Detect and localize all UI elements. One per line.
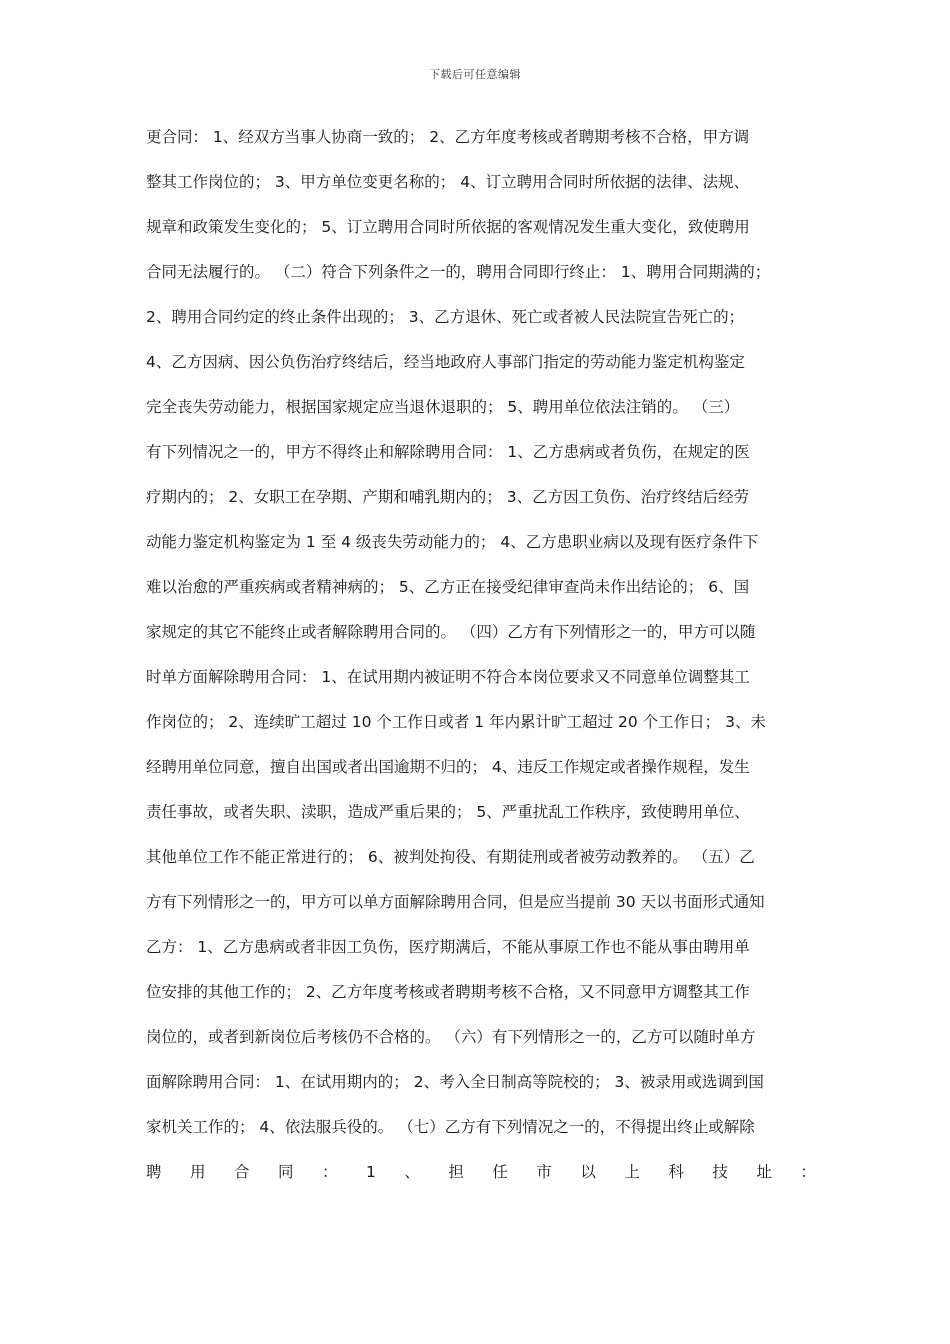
justified-char: 以 — [580, 1163, 596, 1181]
page-header-note: 下载后可任意编辑 — [429, 68, 521, 81]
justified-char: 聘 — [146, 1163, 162, 1181]
justified-char: 市 — [536, 1163, 552, 1181]
text-line: 4、乙方因病、因公负伤治疗终结后，经当地政府人事部门指定的劳动能力鉴定机构鉴定 — [146, 353, 745, 371]
justified-char: ： — [322, 1163, 338, 1181]
justified-char: 用 — [190, 1163, 206, 1181]
text-line: 有下列情况之一的，甲方不得终止和解除聘用合同： 1、乙方患病或者负伤，在规定的医 — [146, 443, 750, 461]
text-line-justified — [146, 1157, 816, 1202]
text-line: 合同无法履行的。 （二）符合下列条件之一的，聘用合同即行终止： 1、聘用合同期满的； — [146, 263, 771, 281]
text-line: 其他单位工作不能正常进行的； 6、被判处拘役、有期徒刑或者被劳动教养的。 （五）乙 — [146, 848, 755, 866]
text-line: 疗期内的； 2、女职工在孕期、产期和哺乳期内的； 3、乙方因工负伤、治疗终结后经劳 — [146, 488, 750, 506]
text-line: 动能力鉴定机构鉴定为 1 至 4 级丧失劳动能力的； 4、乙方患职业病以及现有医疗条件下 — [146, 533, 759, 551]
text-line: 责任事故，或者失职、渎职，造成严重后果的； 5、严重扰乱工作秩序，致使聘用单位、 — [146, 803, 750, 821]
justified-char: 合 — [234, 1163, 250, 1181]
text-line: 难以治愈的严重疾病或者精神病的； 5、乙方正在接受纪律审查尚未作出结论的； 6、国 — [146, 578, 750, 596]
text-line: 岗位的，或者到新岗位后考核仍不合格的。 （六）有下列情形之一的，乙方可以随时单方 — [146, 1028, 756, 1046]
justified-char: 、 — [404, 1163, 420, 1181]
justified-char: ： — [800, 1163, 816, 1181]
justified-char: 任 — [492, 1163, 508, 1181]
justified-char: 科 — [668, 1163, 684, 1181]
text-line: 更合同： 1、经双方当事人协商一致的； 2、乙方年度考核或者聘期考核不合格，甲方调 — [146, 128, 750, 146]
text-line: 家规定的其它不能终止或者解除聘用合同的。 （四）乙方有下列情形之一的，甲方可以随 — [146, 623, 756, 641]
text-line: 2、聘用合同约定的终止条件出现的； 3、乙方退休、死亡或者被人民法院宣告死亡的； — [146, 308, 745, 326]
text-line: 作岗位的； 2、连续旷工超过 10 个工作日或者 1 年内累计旷工超过 20 个工作日； 3、未 — [146, 713, 766, 731]
text-line: 规章和政策发生变化的； 5、订立聘用合同时所依据的客观情况发生重大变化，致使聘用 — [146, 218, 750, 236]
document-body — [146, 122, 816, 1202]
justified-char: 1 — [366, 1163, 376, 1181]
text-line: 家机关工作的； 4、依法服兵役的。 （七）乙方有下列情况之一的，不得提出终止或解除 — [146, 1118, 755, 1136]
justified-char: 同 — [278, 1163, 294, 1181]
text-line: 方有下列情形之一的，甲方可以单方面解除聘用合同，但是应当提前 30 天以书面形式通知 — [146, 893, 765, 911]
text-line: 面解除聘用合同： 1、在试用期内的； 2、考入全日制高等院校的； 3、被录用或选调到国 — [146, 1073, 764, 1091]
text-line: 时单方面解除聘用合同： 1、在试用期内被证明不符合本岗位要求又不同意单位调整其工 — [146, 668, 750, 686]
text-line: 完全丧失劳动能力，根据国家规定应当退休退职的； 5、聘用单位依法注销的。 （三） — [146, 398, 740, 416]
justified-char: 址 — [756, 1163, 772, 1181]
justified-char: 担 — [448, 1163, 464, 1181]
text-line: 整其工作岗位的； 3、甲方单位变更名称的； 4、订立聘用合同时所依据的法律、法规、 — [146, 173, 750, 191]
justified-char: 上 — [624, 1163, 640, 1181]
text-line: 经聘用单位同意，擅自出国或者出国逾期不归的； 4、违反工作规定或者操作规程，发生 — [146, 758, 750, 776]
text-line: 乙方： 1、乙方患病或者非因工负伤，医疗期满后，不能从事原工作也不能从事由聘用单 — [146, 938, 750, 956]
justified-char: 技 — [712, 1163, 728, 1181]
text-line: 位安排的其他工作的； 2、乙方年度考核或者聘期考核不合格，又不同意甲方调整其工作 — [146, 983, 750, 1001]
